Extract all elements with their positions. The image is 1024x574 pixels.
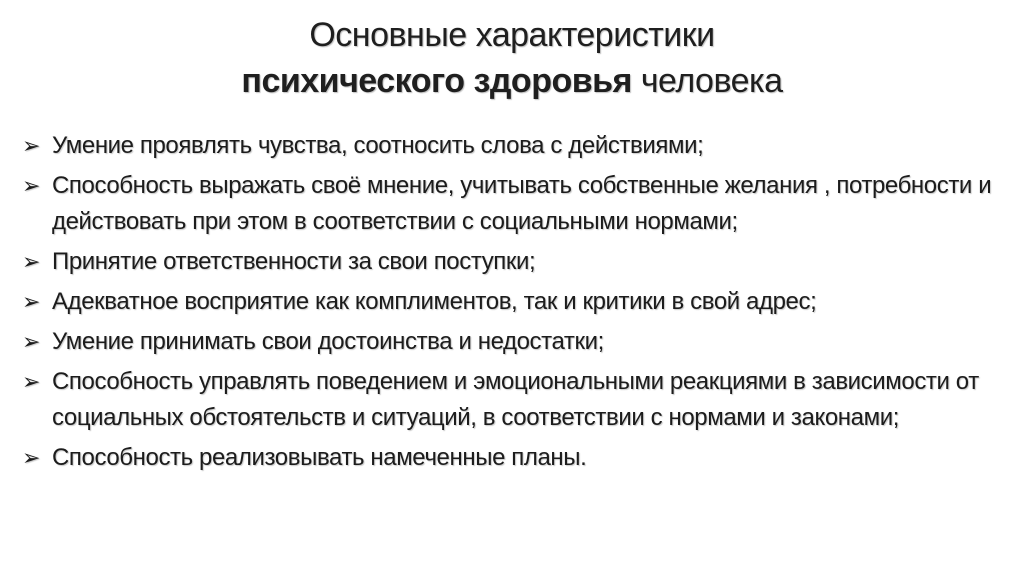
list-item-text: Способность реализовывать намеченные планы.	[52, 444, 587, 471]
list-item-text: Умение проявлять чувства, соотносить слова с действиями;	[52, 132, 704, 159]
title-bold-part: психического здоровья	[241, 62, 632, 100]
arrow-bullet-icon: ➢	[22, 289, 41, 314]
list-item	[22, 440, 1012, 476]
list-item-text: Способность выражать своё мнение, учитывать собственные желания , потребности и действовать при этом в соответствии с социальными нормами;	[52, 172, 992, 235]
list-item	[22, 364, 1012, 436]
title-line-1: Основные характеристики	[309, 16, 715, 54]
arrow-bullet-icon: ➢	[22, 369, 41, 394]
list-item	[22, 128, 1012, 164]
characteristics-list	[22, 128, 1012, 480]
slide-title	[0, 12, 1024, 104]
title-rest-part: человека	[640, 62, 783, 100]
arrow-bullet-icon: ➢	[22, 329, 41, 354]
list-item-text: Адекватное восприятие как комплиментов, так и критики в свой адрес;	[52, 288, 817, 315]
arrow-bullet-icon: ➢	[22, 173, 41, 198]
arrow-bullet-icon: ➢	[22, 249, 41, 274]
list-item	[22, 168, 1012, 240]
list-item	[22, 244, 1012, 280]
arrow-bullet-icon: ➢	[22, 133, 41, 158]
list-item	[22, 324, 1012, 360]
list-item-text: Принятие ответственности за свои поступки;	[52, 248, 536, 275]
arrow-bullet-icon: ➢	[22, 445, 41, 470]
list-item-text: Способность управлять поведением и эмоциональными реакциями в зависимости от социальных обстоятельств и ситуаций, в соответствии с нормами и законами;	[52, 368, 979, 431]
list-item	[22, 284, 1012, 320]
list-item-text: Умение принимать свои достоинства и недостатки;	[52, 328, 604, 355]
title-line-2	[0, 58, 1024, 104]
